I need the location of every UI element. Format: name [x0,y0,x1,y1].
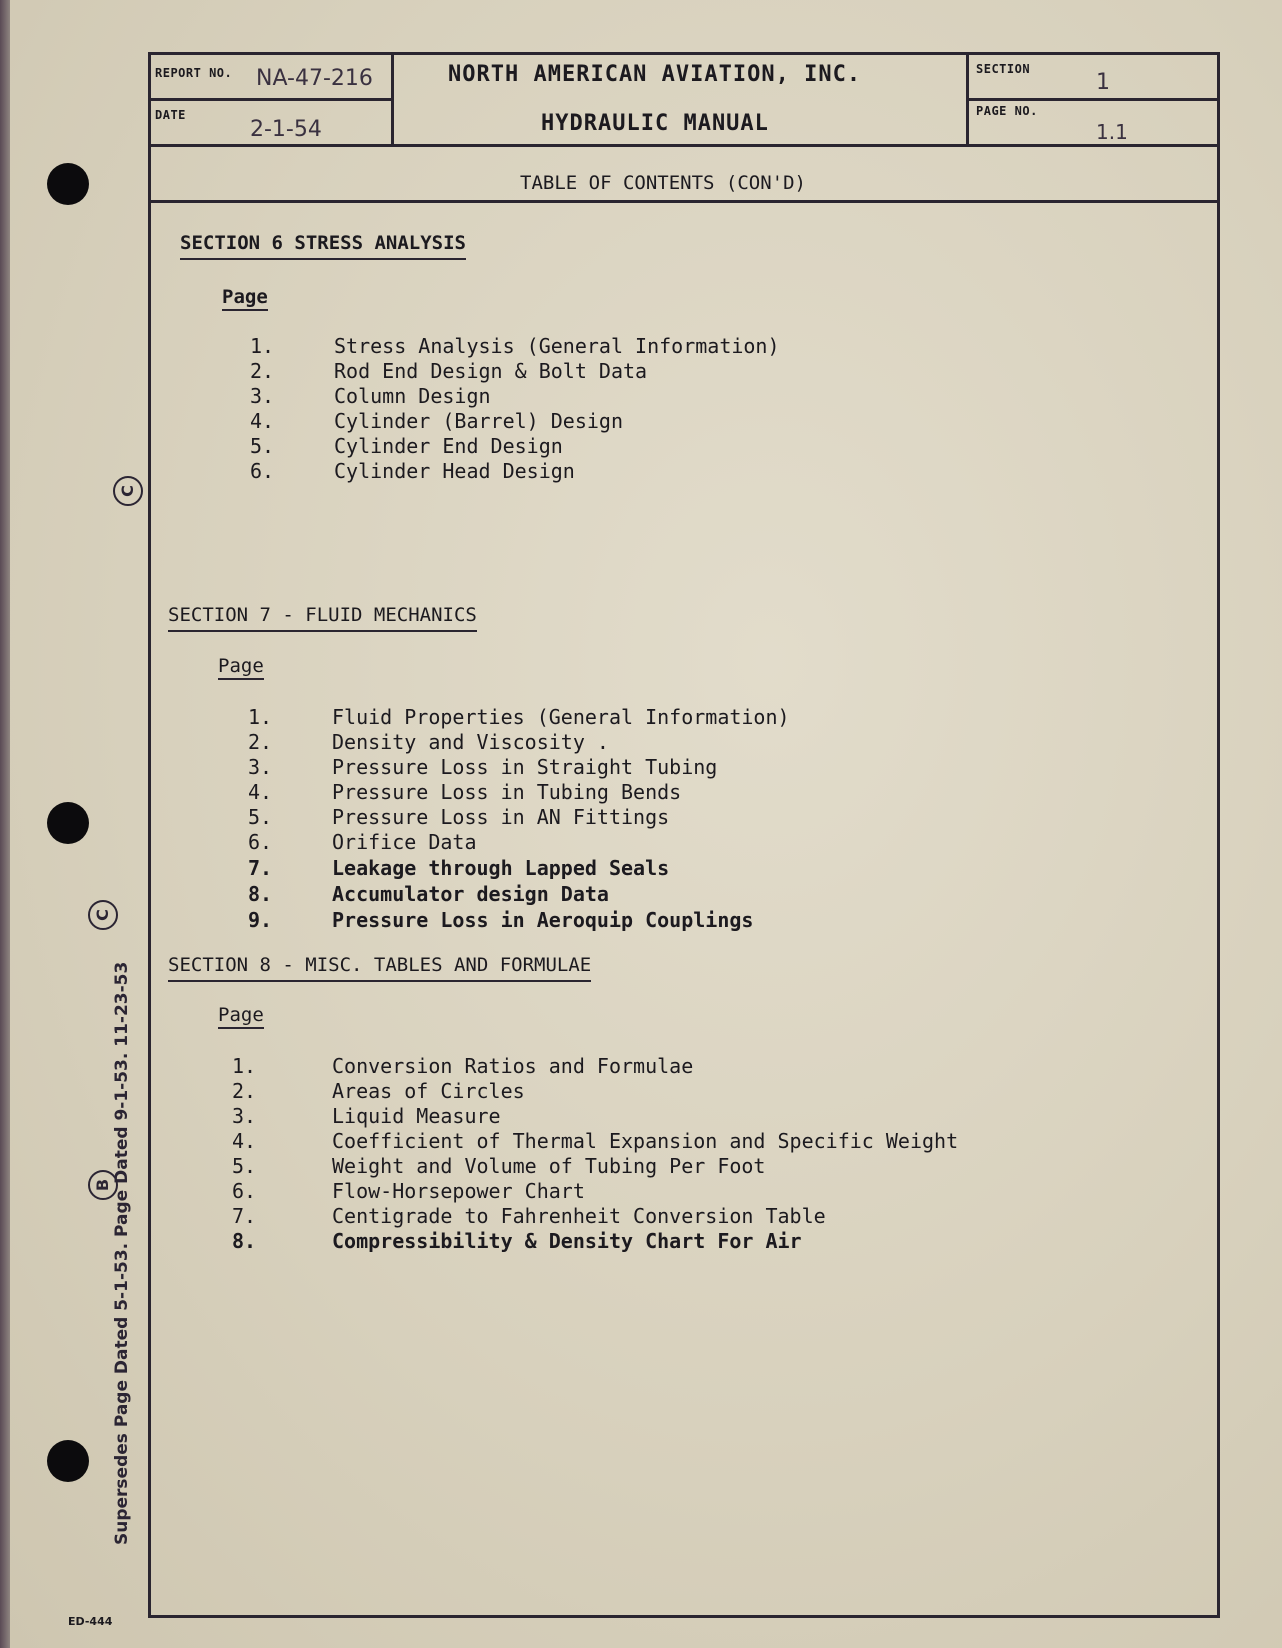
item-text: Rod End Design & Bolt Data [334,359,648,383]
header-vline-left [391,52,394,147]
header-bottom-line [148,144,1220,147]
revision-mark-c-middle: C [88,900,118,930]
item-number: 5. [250,434,275,458]
item-text: Cylinder End Design [334,434,563,458]
page-no-value: 1.1 [1096,120,1128,144]
paper-edge [0,0,10,1648]
company-name: NORTH AMERICAN AVIATION, INC. [448,62,862,87]
item-number: 5. [248,805,273,829]
item-number: 2. [250,359,275,383]
header-divider-right [966,98,1220,101]
item-text: Pressure Loss in Tubing Bends [332,780,682,804]
binder-hole-top [47,163,89,205]
item-number: 2. [232,1079,257,1103]
item-number: 9. [248,908,273,932]
date-value: 2-1-54 [250,117,322,142]
header-divider-left [148,98,391,101]
toc-title: TABLE OF CONTENTS (CON'D) [520,172,806,194]
item-text: Conversion Ratios and Formulae [332,1054,694,1078]
section-8-page-label: Page [218,1004,264,1029]
item-number: 7. [232,1204,257,1228]
form-code: ED-444 [68,1615,113,1628]
section-7-page-label: Page [218,655,264,680]
item-text: Column Design [334,384,491,408]
item-text: Cylinder Head Design [334,459,575,483]
binder-hole-middle [47,802,89,844]
item-number: 4. [232,1129,257,1153]
item-number: 8. [248,882,273,906]
item-number: 7. [248,856,273,880]
page-no-label: PAGE NO. [976,104,1038,118]
item-number: 3. [248,755,273,779]
report-no-value: NA-47-216 [256,66,373,91]
item-number: 6. [232,1179,257,1203]
item-text: Weight and Volume of Tubing Per Foot [332,1154,766,1178]
item-text: Flow-Horsepower Chart [332,1179,585,1203]
section-label: SECTION [976,62,1031,76]
item-number: 4. [250,409,275,433]
revision-mark-c-top: C [113,476,143,506]
supersedes-note: Supersedes Page Dated 5-1-53. Page Dated 9-1-53. 11-23-53 [112,961,132,1545]
item-text: Pressure Loss in Straight Tubing [332,755,718,779]
item-text: Coefficient of Thermal Expansion and Specific Weight [332,1129,959,1153]
item-number: 1. [232,1054,257,1078]
item-number: 1. [250,334,275,358]
page-frame [148,52,1220,1618]
date-label: DATE [155,108,186,122]
item-number: 5. [232,1154,257,1178]
binder-hole-bottom [47,1440,89,1482]
section-6-heading: SECTION 6 STRESS ANALYSIS [180,232,466,260]
report-no-label: REPORT NO. [155,66,233,80]
item-text: Fluid Properties (General Information) [332,705,790,729]
item-text: Leakage through Lapped Seals [332,856,670,880]
item-text: Orifice Data [332,830,477,854]
item-text: Centigrade to Fahrenheit Conversion Table [332,1204,826,1228]
toc-title-bottom-line [148,200,1220,203]
item-number: 3. [250,384,275,408]
item-number: 2. [248,730,273,754]
item-number: 6. [248,830,273,854]
item-text: Stress Analysis (General Information) [334,334,780,358]
item-text: Pressure Loss in Aeroquip Couplings [332,908,754,932]
item-number: 6. [250,459,275,483]
item-text: Liquid Measure [332,1104,501,1128]
item-text: Density and Viscosity . [332,730,609,754]
section-8-heading: SECTION 8 - MISC. TABLES AND FORMULAE [168,954,591,982]
item-number: 1. [248,705,273,729]
manual-title: HYDRAULIC MANUAL [541,111,769,136]
revision-mark-b: B [88,1170,118,1200]
item-number: 8. [232,1229,257,1253]
section-7-heading: SECTION 7 - FLUID MECHANICS [168,604,477,632]
section-6-page-label: Page [222,286,268,311]
item-text: Pressure Loss in AN Fittings [332,805,670,829]
item-text: Areas of Circles [332,1079,525,1103]
item-text: Accumulator design Data [332,882,609,906]
item-text: Compressibility & Density Chart For Air [332,1229,802,1253]
header-vline-right [966,52,969,147]
item-text: Cylinder (Barrel) Design [334,409,623,433]
section-value: 1 [1096,70,1110,95]
item-number: 3. [232,1104,257,1128]
item-number: 4. [248,780,273,804]
